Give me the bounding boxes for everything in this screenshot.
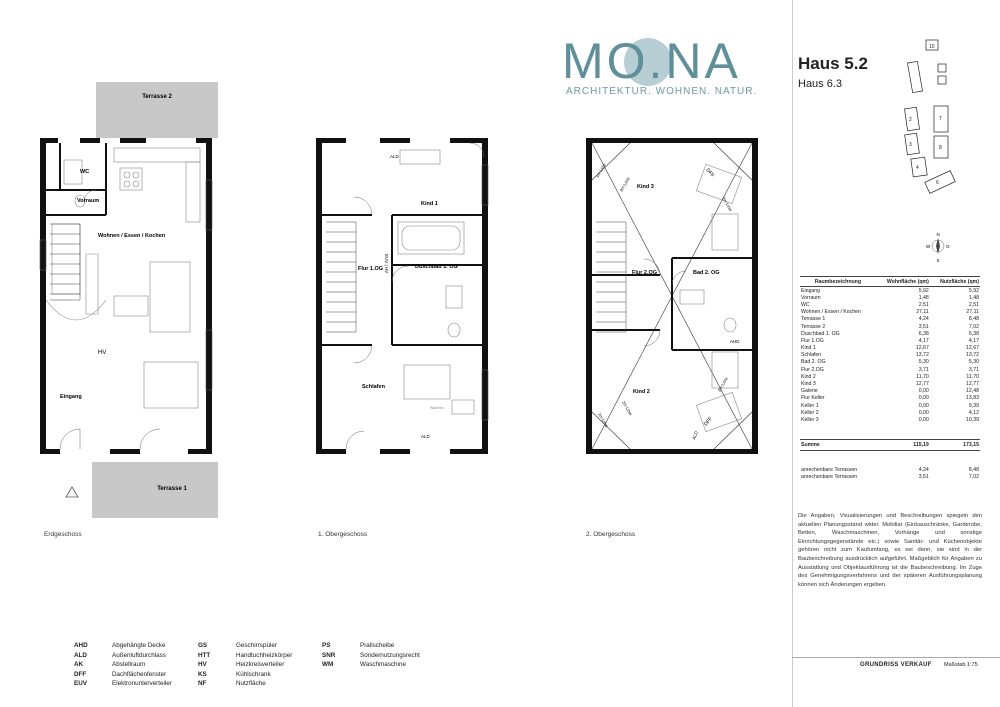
cell-wohnflaeche: 115,19 (876, 439, 930, 450)
table-row (800, 409, 980, 416)
legend-description: Prallscheibe (360, 642, 395, 649)
label-ald-bottom: ALD (421, 434, 430, 439)
table-row (800, 352, 980, 359)
area-table-body (800, 287, 980, 481)
cell-room: Bad 2. OG (801, 359, 826, 366)
cell-room: Schlafen (801, 352, 822, 359)
caption-eg: Erdgeschoss (44, 531, 82, 538)
cell-room: Vorraum (801, 294, 821, 301)
cell-nutzflaeche: 6,38 (968, 330, 979, 337)
label-1m-linie-a: 1m Linie (594, 162, 607, 179)
cell-nutzflaeche: 11,70 (966, 373, 979, 380)
legend-abbreviation: SNR (322, 651, 336, 659)
room-label-terrasse1: Terrasse 1 (157, 486, 187, 492)
cell-room: Kind 1 (801, 345, 816, 352)
legend-item (74, 642, 172, 652)
label-dff-top: DFF (704, 167, 716, 179)
cell-nutzflaeche: 12,67 (966, 345, 979, 352)
disclaimer-text: Die Angaben, Visualisierungen und Beschreibungen spiegeln den aktuellen Planungsstand wider. Mobiliar (Einbauschränke, Garderobe, Betten, Waschmaschinen, Vorhänge und sonstige Einrichtungsgegenstände etc.) sowie Sanitär- und Küchenobjekte gehören nicht zum Kaufumfang, es sei denn, sie sind in der Baubeschreibung ausdrücklich aufgeführt. Maßgeblich für Angaben zu Ausstattung und Objektausführung ist die Baubeschreibung. Im Zuge des Genehmigungsverfahrens und der späteren Ausführungsplanung können sich Änderungen ergeben. (798, 513, 982, 588)
table-row (800, 309, 980, 316)
cell-room: Wohnen / Essen / Kochen (801, 309, 861, 316)
table-row (800, 359, 980, 366)
panel-divider (792, 0, 793, 707)
site-label-10: 10 (929, 44, 935, 50)
room-label-kind3: Kind 3 (637, 184, 654, 190)
legend-description: Abgehängte Decke (112, 642, 166, 649)
legend-item (74, 671, 172, 681)
legend-column-2 (198, 642, 292, 690)
legend-abbreviation: NF (198, 680, 207, 687)
legend-item (74, 680, 172, 690)
legend-description: Heizkreisverteiler (236, 661, 285, 668)
cell-wohnflaeche: 2,51 (918, 301, 929, 308)
cell-nutzflaeche: 173,15 (930, 439, 980, 450)
cell-room: Eingang (801, 287, 821, 294)
legend-item (198, 671, 292, 681)
legend-item (74, 661, 172, 671)
cell-nutzflaeche: 2,51 (968, 301, 979, 308)
cell-wohnflaeche: 0,00 (918, 395, 929, 402)
site-label-4: 4 (916, 165, 919, 171)
compass (926, 232, 950, 263)
table-row (800, 330, 980, 337)
table-row (800, 294, 980, 301)
site-label-2: 2 (909, 117, 912, 123)
table-row (800, 345, 980, 352)
floor-plan-og2 (586, 138, 758, 454)
area-table-header (800, 277, 980, 287)
cell-wohnflaeche: 4,17 (918, 337, 929, 344)
header-wohnflaeche: Wohnfläche (qm) (876, 277, 930, 287)
legend-description: Abstellraum (112, 661, 146, 668)
floor-plan-eg (40, 82, 218, 518)
label-ahd: AHD (730, 339, 740, 344)
caption-og2: 2. Obergeschoss (586, 531, 636, 538)
cell-nutzflaeche: 12,77 (966, 381, 979, 388)
label-2m-linie-d: 2m Linie (716, 376, 729, 393)
cell-room: Flur 1.OG (801, 337, 824, 344)
legend-description: Kühlschrank (236, 670, 271, 678)
cell-wohnflaeche: 0,00 (918, 409, 929, 416)
logo-wordmark: MO.NA (562, 33, 741, 89)
legend-abbreviation: GS (198, 642, 208, 649)
legend-item (322, 642, 420, 652)
legend-abbreviation: ALD (74, 651, 87, 659)
legend-item (198, 642, 292, 652)
cell-room: Duschbad 1. OG (801, 330, 840, 337)
legend-abbreviation: HV (198, 661, 207, 668)
legend-description: Handtuchheizkörper (236, 651, 293, 659)
cell-nutzflaeche: 8,48 (968, 316, 979, 323)
label-1m-linie-b: 1m Linie (597, 412, 610, 429)
table-spacer (800, 424, 980, 440)
room-label-bad-2og: Bad 2. OG (693, 270, 720, 276)
logo-tagline: ARCHITEKTUR. WOHNEN. NATUR. (566, 86, 758, 97)
table-terrace-row (800, 466, 980, 473)
legend-abbreviation: AK (74, 661, 84, 668)
cell-nutzflaeche: 27,11 (966, 309, 979, 316)
table-row (800, 366, 980, 373)
terrace-1 (92, 462, 218, 518)
cell-wohnflaeche: 6,38 (918, 330, 929, 337)
cell-wohnflaeche: 13,72 (915, 352, 929, 359)
house-title: Haus 5.2 (798, 54, 868, 73)
label-hv: HV (98, 350, 107, 356)
footer-rule (792, 657, 1000, 658)
room-label-eingang: Eingang (60, 394, 82, 400)
cell-wohnflaeche: 12,67 (915, 345, 929, 352)
cell-wohnflaeche: 5,92 (918, 287, 929, 294)
header-room: Raumbezeichnung (800, 277, 876, 287)
table-sum-row (800, 439, 980, 450)
legend-item (322, 652, 420, 662)
legend-item (322, 661, 420, 671)
legend-abbreviation: EUV (74, 680, 87, 687)
caption-og1: 1. Obergeschoss (318, 531, 368, 538)
cell-room: Terrasse 1 (801, 316, 826, 323)
compass-o: O (946, 244, 950, 249)
cell-wohnflaeche: 4,24 (918, 466, 929, 473)
cell-room: Flur Keller (801, 395, 825, 402)
cell-wohnflaeche: 3,51 (918, 323, 929, 330)
terrace-2 (96, 82, 218, 138)
cell-room: Kind 2 (801, 373, 816, 380)
compass-w: W (926, 244, 931, 249)
cell-nutzflaeche: 13,83 (966, 395, 979, 402)
cell-room: Terrasse 2 (801, 323, 826, 330)
table-row (800, 301, 980, 308)
cell-wohnflaeche: 3,51 (918, 473, 929, 480)
cell-nutzflaeche: 8,48 (968, 466, 979, 473)
legend-abbreviation: HTT (198, 651, 211, 659)
cell-wohnflaeche: 5,30 (918, 359, 929, 366)
footer-title: GRUNDRISS VERKAUF (860, 662, 932, 668)
label-waschm: Waschm. (430, 406, 445, 410)
cell-room: WC (801, 301, 810, 308)
floor-plan-og1 (316, 138, 488, 454)
legend-abbreviation: DFF (74, 670, 87, 678)
label-euv-hv: EUV | HV (384, 254, 389, 274)
table-row (800, 416, 980, 423)
site-plan (880, 38, 970, 268)
table-row (800, 287, 980, 295)
table-row (800, 316, 980, 323)
table-row (800, 373, 980, 380)
legend-column-3 (322, 642, 420, 671)
legend-description: Waschmaschine (360, 661, 406, 668)
legend-description: Nutzfläche (236, 680, 266, 687)
legend-abbreviation: WM (322, 661, 334, 668)
table-row (800, 380, 980, 387)
room-label-wohnen: Wohnen / Essen / Kochen (98, 233, 166, 239)
compass-s: S (936, 258, 940, 263)
site-label-7: 7 (939, 116, 942, 122)
legend-column-1 (74, 642, 172, 690)
label-ald-top: ALD (390, 154, 399, 159)
cell-nutzflaeche: 5,30 (968, 359, 979, 366)
table-row (800, 388, 980, 395)
area-table (800, 276, 980, 480)
legend-item (198, 652, 292, 662)
table-row (800, 395, 980, 402)
cell-nutzflaeche: 3,71 (968, 366, 979, 373)
table-spacer (800, 450, 980, 466)
house-subtitle: Haus 6.3 (798, 78, 843, 90)
cell-nutzflaeche: 5,92 (968, 287, 979, 294)
cell-nutzflaeche: 4,17 (968, 337, 979, 344)
label-dff-bottom: DFF (702, 415, 714, 428)
site-label-6: 6 (936, 180, 939, 186)
table-row (800, 323, 980, 330)
cell-wohnflaeche: 12,77 (915, 381, 929, 388)
cell-wohnflaeche: 11,70 (916, 373, 929, 380)
legend-abbreviation: PS (322, 642, 331, 649)
cell-wohnflaeche: 4,24 (918, 316, 929, 323)
legend-item (74, 652, 172, 662)
header-nutzflaeche: Nutzfläche (qm) (930, 277, 980, 287)
cell-nutzflaeche: 13,72 (966, 352, 979, 359)
cell-room: Galerie (801, 388, 818, 395)
room-label-wc: WC (80, 169, 90, 175)
cell-nutzflaeche: 4,12 (968, 409, 979, 416)
cell-room: Keller 1 (801, 402, 819, 409)
room-label-flur-2og: Flur 2.OG (632, 270, 658, 276)
compass-n: N (936, 232, 940, 237)
label-2m-linie-b: 2m Linie (721, 196, 734, 213)
table-terrace-row (800, 473, 980, 480)
cell-room: Keller 3 (801, 416, 819, 423)
room-label-kind1: Kind 1 (421, 201, 438, 207)
legend-description: Sondernutzungsrecht (360, 651, 420, 659)
room-label-vorraum: Vorraum (77, 198, 100, 204)
room-label-kind2: Kind 2 (633, 389, 650, 395)
label-2m-linie-a: 2m Linie (618, 176, 631, 193)
room-label-flur-1og: Flur 1.OG (358, 266, 384, 272)
room-label-terrasse2: Terrasse 2 (142, 94, 172, 100)
site-label-8: 8 (939, 145, 942, 151)
legend-description: Geschirrspüler (236, 642, 277, 649)
cell-room: Keller 2 (801, 409, 819, 416)
cell-room: Summe (800, 439, 876, 450)
cell-room: anrechenbare Terrassen (801, 466, 858, 473)
cell-wohnflaeche: 0,00 (918, 388, 929, 395)
site-label-3: 3 (909, 142, 912, 148)
label-2m-linie-c: 2m Linie (621, 400, 634, 417)
cell-room: Flur 2.OG (801, 366, 824, 373)
legend-description: Elektronunterverteiler (112, 680, 172, 687)
cell-room: Kind 3 (801, 381, 816, 388)
legend-item (198, 680, 292, 690)
cell-room: anrechenbare Terrassen (801, 473, 858, 480)
legend-abbreviation: AHD (74, 642, 88, 649)
cell-nutzflaeche: 9,39 (968, 402, 979, 409)
cell-wohnflaeche: 27,11 (916, 309, 929, 316)
cell-nutzflaeche: 7,02 (968, 473, 979, 480)
cell-nutzflaeche: 10,39 (966, 416, 979, 423)
legend-item (198, 661, 292, 671)
cell-wohnflaeche: 0,00 (918, 402, 929, 409)
legend-description: Außenluftdurchlass (112, 651, 166, 659)
legend-description: Dachflächenfenster (112, 670, 167, 678)
cell-nutzflaeche: 7,02 (968, 323, 979, 330)
label-ald-2og: ALD (691, 430, 699, 441)
room-label-schlafen: Schlafen (362, 384, 385, 390)
cell-wohnflaeche: 3,71 (918, 366, 929, 373)
table-row (800, 402, 980, 409)
legend-abbreviation: KS (198, 670, 207, 678)
room-label-duschbad: Duschbad 1. OG (415, 264, 458, 270)
cell-wohnflaeche: 1,48 (918, 294, 929, 301)
footer-scale: Maßstab 1:75 (944, 662, 978, 668)
cell-nutzflaeche: 12,48 (966, 388, 979, 395)
cell-nutzflaeche: 1,48 (968, 294, 979, 301)
cell-wohnflaeche: 0,00 (918, 416, 929, 423)
table-row (800, 337, 980, 344)
